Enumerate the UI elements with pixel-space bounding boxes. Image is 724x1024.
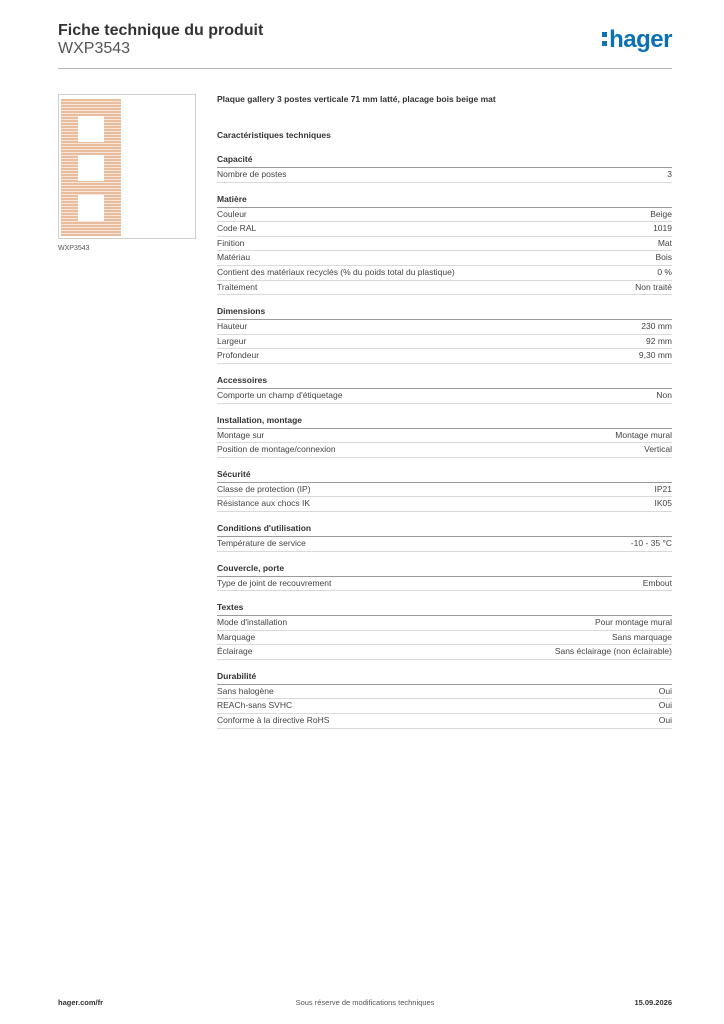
spec-row [217, 208, 672, 223]
spec-value: IK05 [654, 498, 672, 509]
logo-dots-icon [602, 32, 607, 46]
spec-row [217, 714, 672, 729]
section-title: Textes [217, 602, 672, 616]
section-title: Matière [217, 194, 672, 208]
spec-section [217, 523, 672, 552]
product-image-frame [58, 94, 196, 239]
spec-label: Montage sur [217, 429, 265, 440]
spec-row [217, 251, 672, 266]
spec-value: IP21 [654, 483, 672, 494]
spec-label: Classe de protection (IP) [217, 483, 311, 494]
spec-label: Profondeur [217, 350, 260, 361]
product-description: Plaque gallery 3 postes verticale 71 mm latté, placage bois beige mat [217, 94, 496, 104]
plate-opening [78, 195, 104, 221]
spec-row [217, 281, 672, 296]
spec-label: Température de service [217, 537, 306, 548]
spec-label: REACh-sans SVHC [217, 700, 293, 711]
spec-content [217, 94, 672, 740]
spec-row [217, 266, 672, 281]
product-reference: WXP3543 [58, 40, 131, 57]
spec-section [217, 306, 672, 364]
product-plate-image [61, 99, 121, 236]
spec-value: Sans éclairage (non éclairable) [554, 646, 672, 657]
page-header [58, 20, 672, 68]
spec-row [217, 631, 672, 646]
spec-row [217, 389, 672, 404]
spec-section [217, 154, 672, 183]
spec-section [217, 375, 672, 404]
spec-row [217, 497, 672, 512]
spec-row [217, 222, 672, 237]
header-divider [58, 68, 672, 69]
spec-row [217, 443, 672, 458]
section-title: Dimensions [217, 306, 672, 320]
spec-label: Couleur [217, 208, 247, 219]
spec-value: Bois [655, 252, 672, 263]
spec-value: Oui [658, 700, 672, 711]
plate-opening [78, 116, 104, 142]
spec-row [217, 699, 672, 714]
footer-website[interactable]: hager.com/fr [58, 998, 104, 1007]
section-title: Accessoires [217, 375, 672, 389]
hager-logo [602, 26, 672, 54]
spec-label: Résistance aux chocs IK [217, 498, 311, 509]
spec-row [217, 685, 672, 700]
logo-text: hager [609, 26, 672, 53]
spec-label: Contient des matériaux recyclés (% du poids total du plastique) [217, 266, 455, 277]
spec-row [217, 537, 672, 552]
spec-row [217, 349, 672, 364]
spec-section [217, 194, 672, 296]
spec-value: 0 % [657, 266, 672, 277]
spec-section [217, 671, 672, 729]
spec-label: Comporte un champ d'étiquetage [217, 389, 343, 400]
spec-value: 9,30 mm [638, 350, 672, 361]
spec-label: Nombre de postes [217, 169, 287, 179]
document-title: Fiche technique du produit [58, 22, 264, 39]
spec-label: Conforme à la directive RoHS [217, 715, 330, 726]
spec-value: Vertical [644, 444, 672, 455]
spec-label: Hauteur [217, 321, 248, 332]
spec-row [217, 168, 672, 183]
spec-value: Embout [642, 577, 672, 588]
spec-value: Pour montage mural [594, 617, 672, 628]
spec-value: 1019 [653, 223, 672, 234]
spec-label: Code RAL [217, 223, 257, 234]
spec-value: 3 [667, 169, 672, 179]
page-footer [58, 998, 672, 1010]
spec-value: Non [656, 389, 672, 400]
spec-section [217, 415, 672, 458]
image-caption: WXP3543 [58, 245, 90, 252]
section-title: Durabilité [217, 671, 672, 685]
section-title: Installation, montage [217, 415, 672, 429]
spec-section [217, 602, 672, 660]
spec-value: Non traité [635, 281, 672, 292]
footer-notice: Sous réserve de modifications techniques [295, 998, 435, 1007]
spec-row [217, 616, 672, 631]
spec-row [217, 335, 672, 350]
spec-row [217, 577, 672, 592]
spec-label: Éclairage [217, 646, 253, 657]
spec-section [217, 469, 672, 512]
spec-row [217, 645, 672, 660]
spec-value: Beige [650, 208, 672, 219]
spec-sections [217, 154, 672, 729]
spec-label: Mode d'installation [217, 617, 288, 628]
spec-label: Traitement [217, 281, 258, 292]
spec-value: 230 mm [641, 321, 672, 332]
section-title: Couvercle, porte [217, 563, 672, 577]
spec-label: Marquage [217, 631, 256, 642]
section-title: Capacité [217, 154, 672, 168]
footer-date: 15.09.2026 [634, 998, 672, 1007]
spec-label: Largeur [217, 335, 247, 346]
spec-value: Oui [658, 715, 672, 726]
spec-row [217, 429, 672, 444]
spec-row [217, 237, 672, 252]
spec-row [217, 483, 672, 498]
section-title: Sécurité [217, 469, 672, 483]
spec-label: Position de montage/connexion [217, 444, 336, 455]
spec-value: Montage mural [615, 429, 672, 440]
spec-value: -10 - 35 °C [630, 537, 672, 548]
spec-label: Matériau [217, 252, 251, 263]
spec-value: Oui [658, 685, 672, 696]
section-title: Conditions d'utilisation [217, 523, 672, 537]
spec-value: Sans marquage [611, 631, 672, 642]
plate-opening [78, 155, 104, 181]
spec-heading: Caractéristiques techniques [217, 130, 331, 140]
spec-section [217, 563, 672, 592]
spec-value: 92 mm [646, 335, 672, 346]
spec-label: Sans halogène [217, 685, 274, 696]
spec-value: Mat [657, 237, 672, 248]
spec-row [217, 320, 672, 335]
spec-label: Type de joint de recouvrement [217, 577, 332, 588]
spec-label: Finition [217, 237, 245, 248]
